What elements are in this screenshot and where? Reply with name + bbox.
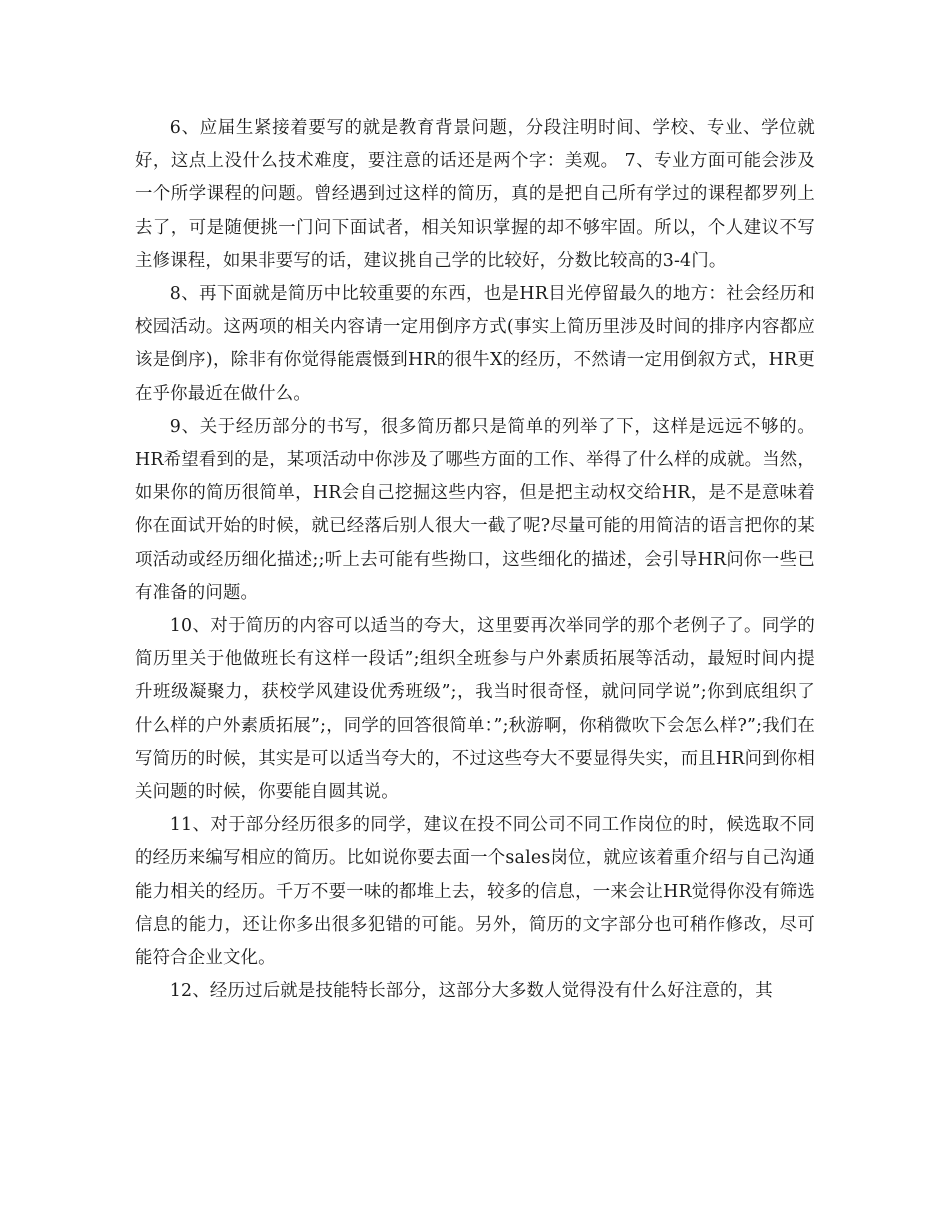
- paragraph-6-7: 6、应届生紧接着要写的就是教育背景问题，分段注明时间、学校、专业、学位就好，这点上没什么技术难度，要注意的话还是两个字：美观。 7、专业方面可能会涉及一个所学课程的问题。曾经遇到过这样的简历，真的是把自己所有学过的课程都罗列上去了，可是随便挑一门问下面试者，相关知识掌握的却不够牢固。所以，个人建议不写主修课程，如果非要写的话，建议挑自己学的比较好，分数比较高的3-4门。: [135, 118, 815, 271]
- paragraph-10: 10、对于简历的内容可以适当的夸大，这里要再次举同学的那个老例子了。同学的简历里关于他做班长有这样一段话”;组织全班参与户外素质拓展等活动，最短时间内提升班级凝聚力，获校学风建设优秀班级”;，我当时很奇怪，就问同学说”;你到底组织了什么样的户外素质拓展”;，同学的回答很简单：”;秋游啊，你稍微吹下会怎么样?”;我们在写简历的时候，其实是可以适当夸大的，不过这些夸大不要显得失实，而且HR问到你相关问题的时候，你要能自圆其说。: [135, 616, 815, 803]
- paragraph-8: 8、再下面就是简历中比较重要的东西，也是HR目光停留最久的地方：社会经历和校园活动。这两项的相关内容请一定用倒序方式(事实上简历里涉及时间的排序内容都应该是倒序)，除非有你觉得能震慑到HR的很牛X的经历，不然请一定用倒叙方式，HR更在乎你最近在做什么。: [135, 284, 815, 404]
- paragraph-12: 12、经历过后就是技能特长部分，这部分大多数人觉得没有什么好注意的，其: [169, 981, 773, 1002]
- paragraph-9: 9、关于经历部分的书写，很多简历都只是简单的列举了下，这样是远远不够的。HR希望看到的是，某项活动中你涉及了哪些方面的工作、举得了什么样的成就。当然，如果你的简历很简单，HR会自己挖掘这些内容，但是把主动权交给HR，是不是意味着你在面试开始的时候，就已经落后别人很大一截了呢?尽量可能的用简洁的语言把你的某项活动或经历细化描述;;听上去可能有些拗口，这些细化的描述，会引导HR问你一些已有准备的问题。: [135, 416, 815, 603]
- document-body: [135, 112, 815, 1008]
- paragraph-11: 11、对于部分经历很多的同学，建议在投不同公司不同工作岗位的时，候选取不同的经历来编写相应的简历。比如说你要去面一个sales岗位，就应该着重介绍与自己沟通能力相关的经历。千万不要一味的都堆上去，较多的信息，一来会让HR觉得你没有筛选信息的能力，还让你多出很多犯错的可能。另外，简历的文字部分也可稍作修改，尽可能符合企业文化。: [135, 815, 815, 969]
